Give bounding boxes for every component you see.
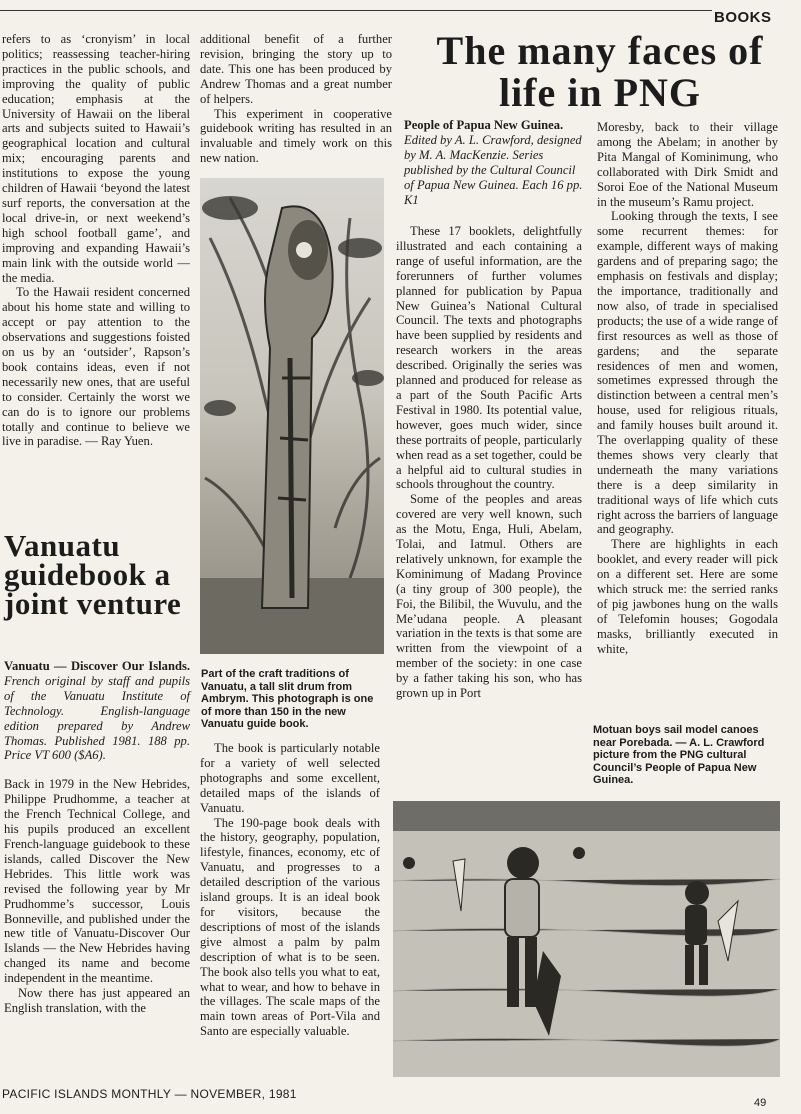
col4-paragraph: Moresby, back to their village among the Abelam; in another by Pita Mangal of Kominimung, who collaborated with Dirk Smidt and Soroi Eoe of the National Museum in the museum’s Ramu project. (597, 120, 778, 209)
footer: PACIFIC ISLANDS MONTHLY — NOVEMBER, 1981 (2, 1087, 297, 1101)
slit-drum-photo (200, 178, 384, 654)
png-book-info (404, 118, 588, 207)
col4-paragraph: There are highlights in each booklet, and every reader will pick on a different set. Here are some which struck me: the serried ranks of pig jawbones hung on the walls of Telefomin houses; Gogodala masks, brilliantly executed in white, (597, 537, 778, 656)
png-book-title: People of Papua New Guinea. (404, 118, 564, 132)
vanuatu-paragraph: Back in 1979 in the New Hebrides, Philippe Prudhomme, a teacher at the French Technical College, and his pupils produced an excellent French-language guidebook to these islands, called Discover the New Hebrides. This little work was revised the following year by Mr Prudhomme’s successor, Louis Bonneville, and published under the new title of Vanuatu-Discover Our Islands — the New Hebrides having changed its name and become independent in the meantime. (4, 777, 190, 986)
col4-text (597, 120, 778, 657)
vanuatu-book-info (4, 659, 190, 1016)
col2b-paragraph: The 190-page book deals with the history, geography, population, lifestyle, finances, economy, etc of Vanuatu, and progresses to a detailed description of the various island groups. It is an ideal book for visitors, because the descriptions of most of the islands give almost a palm by palm description of what is to be seen. The book also tells you what to eat, what to wear, and how to behave in the villages. The scale maps of the main town areas of Port-Vila and Santo are especially valuable. (200, 815, 380, 1039)
col2-text (200, 32, 392, 166)
col2-paragraph: This experiment in cooperative guidebook writing has resulted in an invaluable and timely work on this new nation. (200, 106, 392, 166)
vanuatu-book-title: Vanuatu — Discover Our Islands. (4, 659, 190, 673)
vanuatu-headline: Vanuatu guidebook a joint venture (4, 528, 182, 621)
canoe-boys-illustration (393, 801, 780, 1077)
col1-paragraph: To the Hawaii resident concerned about his home state and willing to accept or pay attention to the observations and suggestions foisted on us by an ‘outsider’, Rapson’s book contains ideas, even if not necessarily new ones, that are useful to consider. Certainly the worst we can do is to ignore our problems totally and continue to believe we live in paradise. — Ray Yuen. (2, 285, 190, 449)
photo1-caption: Part of the craft traditions of Vanuatu, a tall slit drum from Ambrym. This photograph is one of more than 150 in the new Vanuatu guide book. (201, 668, 374, 731)
col2b-paragraph: The book is particularly notable for a variety of well selected photographs and some excellent, detailed maps of the islands of Vanuatu. (200, 741, 380, 815)
col2b-text (200, 741, 380, 1039)
slit-drum-illustration (200, 178, 384, 654)
main-headline: The many faces of life in PNG (436, 28, 764, 115)
vanuatu-book-details: French original by staff and pupils of the Vanuatu Institute of Technology. English-language edition prepared by Andrew Thomas. Published 1981. 188 pp. Price VT 600 ($A6). (4, 673, 190, 763)
vanuatu-paragraph: Now there has just appeared an English translation, with the (4, 986, 190, 1015)
canoe-boys-photo (393, 801, 780, 1077)
png-book-details: Edited by A. L. Crawford, designed by M. A. MacKenzie. Series published by the Cultural Council of Papua New Guinea. Each 16 pp. K1 (404, 132, 583, 207)
col3-paragraph: Some of the peoples and areas covered are very well known, such as the Motu, Enga, Huli, Abelam, Tolai, and Iatmul. Others are relatively unknown, for example the Kominimung of Madang Province (a tiny group of 300 people), the Foi, the Bilibil, the Wuvulu, and the Me’udana people. A pleasant variation in the texts is that some are written from the viewpoint of a member of the society: in one case by a father taking his son, who has grown up in Port (396, 492, 582, 701)
top-rule (0, 10, 712, 11)
section-label: BOOKS (714, 9, 772, 26)
photo2-caption: Motuan boys sail model canoes near Porebada. — A. L. Crawford picture from the PNG cultural Council’s People of Papua New Guinea. (593, 724, 765, 787)
col4-paragraph: Looking through the texts, I see some recurrent themes: for example, different ways of making gardens and of preparing sago; the emphasis on festivals and display; the importance, traditionally and now also, of trade in specialised products; the use of a wide range of first resources as well as those of gardens; and the separate residences of men and women, sometimes expressed through the distinction between a central men’s house, used for religious rituals, and family houses built around it. The overlapping quality of these themes shows very clearly that underneath the many variations there is a deep similarity in traditional ways of life which cuts right across the barriers of language and geography. (597, 209, 778, 537)
col1-text (2, 32, 190, 449)
col2-paragraph: additional benefit of a further revision, bringing the story up to date. This one has been produced by Andrew Thomas and a great number of helpers. (200, 32, 392, 106)
col3-text (396, 224, 582, 701)
col3-paragraph: These 17 booklets, delightfully illustrated and each containing a range of useful information, are the forerunners of further volumes planned for publication by Papua New Guinea’s National Cultural Council. The texts and photographs have been supplied by residents and research workers in the areas described. Originally the series was planned and produced for release as a part of the South Pacific Arts Festival in 1980. Its potential value, however, goes much wider, since these portraits of people, particularly when read as a set together, could be a helpful aid to cultural studies in schools throughout the country. (396, 224, 582, 492)
page-number: 49 (754, 1097, 767, 1109)
col1-paragraph: refers to as ‘cronyism’ in local politics; reassessing teacher-hiring practices in the public schools, and improving the quality of public education; emphasis at the University of Hawaii on the liberal arts and subjects suited to Hawaii’s geographical location and cultural mix; encouraging parents and institutions to expose the young children of Hawaii ‘beyond the latest surf reports, the conversation at the local drive-in, or next weekend’s high school football game’, and improving and expanding Hawaii’s main link with the outside world — the media. (2, 32, 190, 285)
